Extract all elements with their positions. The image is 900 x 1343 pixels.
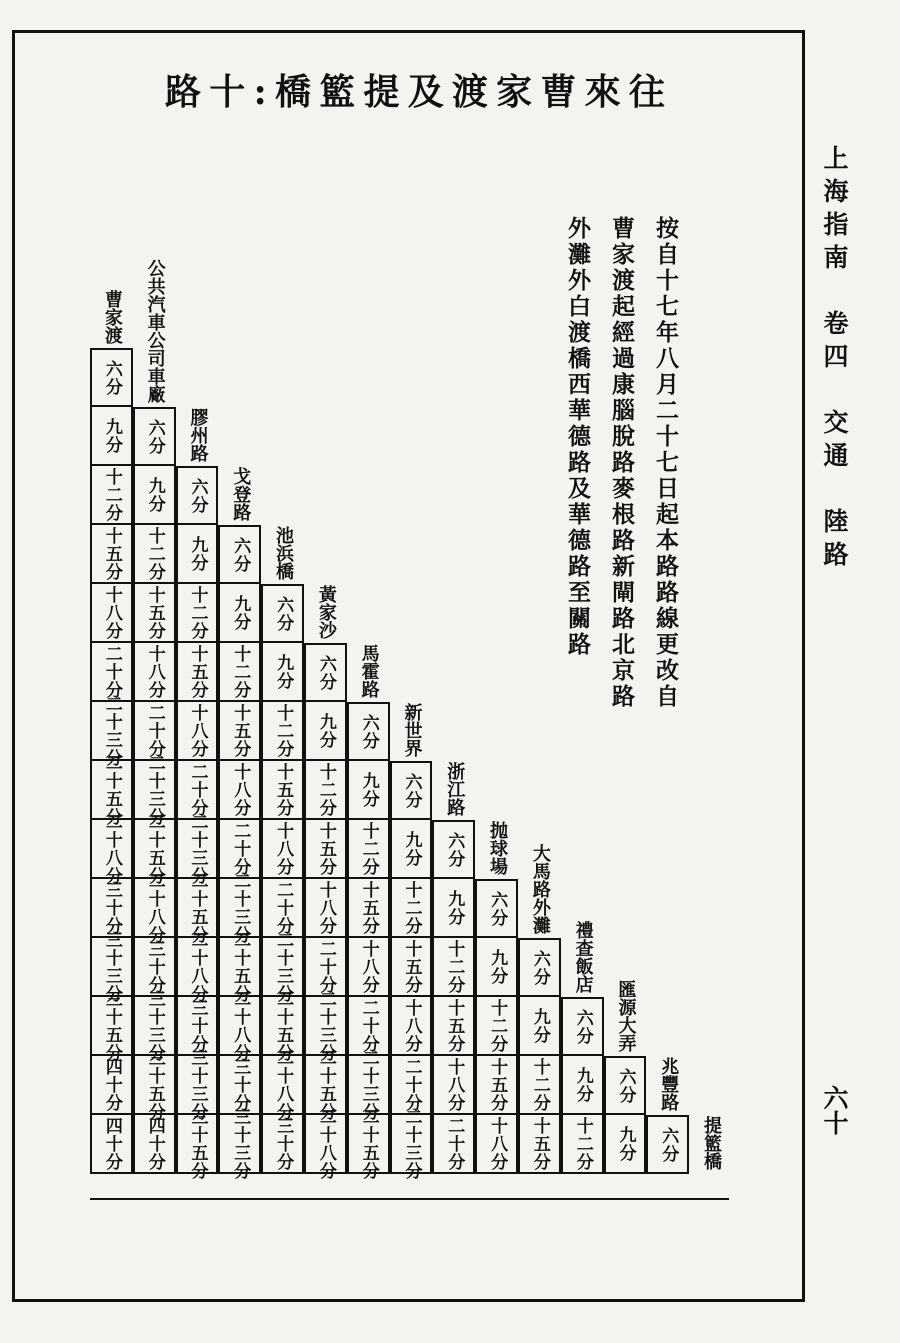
fare-value: 三十分 bbox=[230, 1057, 251, 1112]
stop-label bbox=[561, 903, 604, 993]
fare-cell bbox=[261, 930, 304, 1003]
title-char: 橋 bbox=[274, 71, 311, 113]
stop-label-text: 公共汽車公司車廠 bbox=[144, 259, 166, 403]
fare-cell bbox=[518, 1056, 561, 1115]
fare-value: 二十分 bbox=[187, 762, 208, 817]
fare-value: 二十八分 bbox=[101, 812, 122, 885]
fare-cell bbox=[176, 584, 219, 643]
fare-value: 二十五分 bbox=[273, 989, 294, 1062]
fare-value: 十八分 bbox=[273, 821, 294, 876]
fare-cell bbox=[390, 997, 433, 1056]
title-char: 及 bbox=[407, 71, 444, 113]
fare-value: 二十分 bbox=[315, 939, 336, 994]
stop-label bbox=[261, 490, 304, 580]
title-char: 來 bbox=[584, 71, 621, 113]
fare-cell bbox=[475, 1056, 518, 1115]
fare-value: 十二分 bbox=[444, 939, 465, 994]
fare-cell bbox=[90, 1115, 133, 1174]
fare-value: 三十五分 bbox=[187, 1107, 208, 1180]
title-char: 路 bbox=[165, 71, 202, 113]
fare-cell bbox=[133, 812, 176, 885]
fare-cell bbox=[561, 1056, 604, 1115]
fare-cell bbox=[90, 812, 133, 885]
fare-cell bbox=[304, 1107, 347, 1180]
fare-cell bbox=[90, 879, 133, 938]
fare-value: 三十分 bbox=[187, 998, 208, 1053]
note-line-3: 外灘外白渡橋西華德路及華德路至關路 bbox=[564, 216, 591, 658]
fare-cell bbox=[218, 702, 261, 761]
stop-label bbox=[646, 1021, 689, 1111]
stop-label-text: 池浜橋 bbox=[273, 526, 295, 580]
fare-cell bbox=[90, 525, 133, 584]
fare-value: 六分 bbox=[101, 359, 122, 396]
fare-cell bbox=[218, 761, 261, 820]
fare-value: 四十分 bbox=[101, 1116, 122, 1171]
fare-value: 三十三分 bbox=[187, 1048, 208, 1121]
fare-value: 二十分 bbox=[444, 1116, 465, 1171]
fare-value: 二十三分 bbox=[358, 1048, 379, 1121]
running-head: 上海指南 卷四 交通 陸路 bbox=[820, 145, 849, 574]
stop-label-text: 曹家渡 bbox=[101, 290, 123, 344]
fare-value: 九分 bbox=[358, 771, 379, 808]
fare-cell bbox=[176, 812, 219, 885]
fare-value: 四十分 bbox=[101, 1057, 122, 1112]
fare-cell bbox=[432, 1056, 475, 1115]
fare-value: 二十五分 bbox=[358, 1107, 379, 1180]
fare-value: 二十三分 bbox=[230, 871, 251, 944]
fare-cell bbox=[347, 820, 390, 879]
fare-value: 十八分 bbox=[101, 585, 122, 640]
fare-value: 三十五分 bbox=[144, 1048, 165, 1121]
fare-value: 九分 bbox=[273, 653, 294, 690]
fare-cell bbox=[218, 525, 261, 584]
stop-label-text: 大馬路外灘 bbox=[529, 844, 551, 934]
fare-value: 六分 bbox=[358, 713, 379, 750]
fare-cell bbox=[176, 525, 219, 584]
fare-cell bbox=[304, 643, 347, 702]
stop-label bbox=[90, 254, 133, 344]
fare-value: 二十分 bbox=[101, 644, 122, 699]
fare-value: 二十三分 bbox=[315, 989, 336, 1062]
fare-value: 十八分 bbox=[401, 998, 422, 1053]
fare-value: 三十五分 bbox=[101, 989, 122, 1062]
fare-value: 十五分 bbox=[358, 880, 379, 935]
fare-cell bbox=[218, 1056, 261, 1115]
stop-label-text: 匯源大弄 bbox=[615, 980, 637, 1052]
fare-cell bbox=[176, 871, 219, 944]
fare-value: 二十五分 bbox=[315, 1048, 336, 1121]
fare-value: 十五分 bbox=[144, 585, 165, 640]
fare-cell bbox=[390, 938, 433, 997]
fare-value: 十二分 bbox=[529, 1057, 550, 1112]
fare-value: 二十三分 bbox=[101, 694, 122, 767]
fare-value: 十五分 bbox=[487, 1057, 508, 1112]
fare-cell bbox=[133, 989, 176, 1062]
fare-cell bbox=[604, 1056, 647, 1115]
title-char: 籃 bbox=[319, 71, 356, 113]
fare-value: 二十三分 bbox=[401, 1107, 422, 1180]
fare-cell bbox=[261, 584, 304, 643]
fare-value: 二十五分 bbox=[101, 753, 122, 826]
fare-cell bbox=[90, 643, 133, 702]
fare-value: 二十三分 bbox=[144, 753, 165, 826]
title-char: 往 bbox=[628, 71, 665, 113]
fare-cell bbox=[133, 466, 176, 525]
fare-cell bbox=[133, 584, 176, 643]
fare-value: 十五分 bbox=[101, 526, 122, 581]
fare-value: 九分 bbox=[315, 712, 336, 749]
fare-value: 六分 bbox=[529, 949, 550, 986]
fare-cell bbox=[347, 879, 390, 938]
fare-value: 九分 bbox=[187, 535, 208, 572]
fare-cell bbox=[304, 702, 347, 761]
fare-value: 十八分 bbox=[487, 1116, 508, 1171]
fare-value: 十五分 bbox=[230, 703, 251, 758]
fare-cell bbox=[176, 930, 219, 1003]
fare-cell bbox=[261, 820, 304, 879]
fare-cell bbox=[518, 997, 561, 1056]
title-char: : bbox=[253, 71, 267, 113]
fare-cell bbox=[218, 930, 261, 1003]
fare-value: 六分 bbox=[273, 595, 294, 632]
fare-value: 十二分 bbox=[101, 467, 122, 522]
fare-cell bbox=[347, 1048, 390, 1121]
fare-cell bbox=[347, 1107, 390, 1180]
fare-value: 九分 bbox=[230, 594, 251, 631]
fare-value: 十二分 bbox=[401, 880, 422, 935]
fare-value: 十二分 bbox=[144, 526, 165, 581]
fare-cell bbox=[390, 820, 433, 879]
fare-cell bbox=[347, 938, 390, 997]
fare-value: 六分 bbox=[615, 1067, 636, 1104]
fare-value: 二十分 bbox=[401, 1057, 422, 1112]
stop-label bbox=[689, 1080, 732, 1170]
fare-value: 十八分 bbox=[358, 939, 379, 994]
stop-label-text: 黃家沙 bbox=[315, 585, 337, 639]
stop-label-text: 膠州路 bbox=[187, 408, 209, 462]
stop-label bbox=[218, 431, 261, 521]
stop-label bbox=[475, 785, 518, 875]
fare-cell bbox=[347, 702, 390, 761]
fare-cell bbox=[218, 584, 261, 643]
fare-cell bbox=[176, 1048, 219, 1121]
fare-value: 二十三分 bbox=[187, 812, 208, 885]
fare-cell bbox=[390, 879, 433, 938]
fare-cell bbox=[218, 643, 261, 702]
title-char: 家 bbox=[496, 71, 533, 113]
fare-value: 二十三分 bbox=[273, 930, 294, 1003]
fare-value: 十五分 bbox=[315, 821, 336, 876]
fare-cell bbox=[90, 466, 133, 525]
fare-value: 十二分 bbox=[187, 585, 208, 640]
stop-label bbox=[176, 372, 219, 462]
fare-value: 十八分 bbox=[444, 1057, 465, 1112]
fare-value: 三十三分 bbox=[230, 1107, 251, 1180]
fare-cell bbox=[218, 871, 261, 944]
fare-value: 三十三分 bbox=[144, 989, 165, 1062]
fare-value: 六分 bbox=[401, 772, 422, 809]
stop-label-text: 提籃橋 bbox=[701, 1116, 723, 1170]
fare-cell bbox=[432, 997, 475, 1056]
fare-cell bbox=[176, 466, 219, 525]
note-line-2: 曹家渡起經過康腦脫路麥根路新閘路北京路 bbox=[608, 216, 635, 710]
fare-value: 十五分 bbox=[187, 644, 208, 699]
fare-value: 二十八分 bbox=[315, 1107, 336, 1180]
fare-cell bbox=[518, 1115, 561, 1174]
fare-value: 十二分 bbox=[230, 644, 251, 699]
fare-value: 九分 bbox=[529, 1007, 550, 1044]
stop-label bbox=[518, 816, 561, 934]
page-title bbox=[165, 72, 665, 112]
fare-cell bbox=[133, 525, 176, 584]
fare-cell bbox=[218, 1107, 261, 1180]
fare-value: 二十五分 bbox=[187, 871, 208, 944]
stop-label-text: 抛球場 bbox=[487, 821, 509, 875]
fare-cell bbox=[304, 879, 347, 938]
fare-value: 十五分 bbox=[273, 762, 294, 817]
stop-label bbox=[390, 667, 433, 757]
fare-value: 九分 bbox=[615, 1125, 636, 1162]
stop-label-text: 戈登路 bbox=[230, 467, 252, 521]
fare-value: 二十八分 bbox=[187, 930, 208, 1003]
fare-cell bbox=[90, 1056, 133, 1115]
stop-label-text: 兆豐路 bbox=[658, 1057, 680, 1111]
fare-cell bbox=[133, 1115, 176, 1174]
fare-cell bbox=[90, 989, 133, 1062]
fare-value: 十二分 bbox=[273, 703, 294, 758]
fare-value: 十二分 bbox=[315, 762, 336, 817]
fare-cell bbox=[176, 702, 219, 761]
stop-label bbox=[604, 962, 647, 1052]
fare-value: 三十分 bbox=[144, 939, 165, 994]
fare-value: 九分 bbox=[144, 476, 165, 513]
fare-cell bbox=[561, 997, 604, 1056]
fare-value: 十八分 bbox=[144, 644, 165, 699]
fare-value: 六分 bbox=[187, 477, 208, 514]
fare-value: 六分 bbox=[444, 831, 465, 868]
fare-cell bbox=[304, 989, 347, 1062]
fare-cell bbox=[176, 761, 219, 820]
fare-value: 九分 bbox=[401, 830, 422, 867]
fare-cell bbox=[304, 938, 347, 997]
fare-cell bbox=[133, 643, 176, 702]
fare-value: 九分 bbox=[101, 417, 122, 454]
fare-value: 二十分 bbox=[358, 998, 379, 1053]
stop-label bbox=[133, 233, 176, 403]
fare-value: 二十分 bbox=[273, 880, 294, 935]
fare-value: 二十八分 bbox=[273, 1048, 294, 1121]
fare-cell bbox=[176, 997, 219, 1056]
fare-cell bbox=[475, 938, 518, 997]
title-char: 提 bbox=[363, 71, 400, 113]
fare-value: 六分 bbox=[658, 1126, 679, 1163]
stop-label bbox=[304, 549, 347, 639]
fare-value: 十五分 bbox=[529, 1116, 550, 1171]
fare-cell bbox=[475, 879, 518, 938]
fare-cell bbox=[304, 820, 347, 879]
fare-cell bbox=[261, 702, 304, 761]
fare-cell bbox=[390, 1056, 433, 1115]
fare-cell bbox=[475, 997, 518, 1056]
fare-value: 十二分 bbox=[572, 1116, 593, 1171]
fare-cell bbox=[218, 989, 261, 1062]
fare-cell bbox=[90, 930, 133, 1003]
fare-cell bbox=[261, 643, 304, 702]
fare-value: 六分 bbox=[230, 536, 251, 573]
stop-label bbox=[347, 608, 390, 698]
fare-cell bbox=[561, 1115, 604, 1174]
fare-value: 十八分 bbox=[187, 703, 208, 758]
fare-cell bbox=[133, 702, 176, 761]
fare-value: 三十分 bbox=[273, 1116, 294, 1171]
fare-cell bbox=[304, 1048, 347, 1121]
fare-value: 二十八分 bbox=[144, 871, 165, 944]
fare-cell bbox=[390, 761, 433, 820]
table-base-line bbox=[90, 1198, 729, 1200]
fare-value: 六分 bbox=[572, 1008, 593, 1045]
fare-value: 十五分 bbox=[401, 939, 422, 994]
fare-cell bbox=[432, 938, 475, 997]
fare-value: 九分 bbox=[572, 1066, 593, 1103]
fare-cell bbox=[133, 938, 176, 997]
fare-value: 六分 bbox=[487, 890, 508, 927]
fare-cell bbox=[176, 643, 219, 702]
fare-cell bbox=[432, 1115, 475, 1174]
fare-value: 九分 bbox=[487, 948, 508, 985]
fare-value: 二十五分 bbox=[230, 930, 251, 1003]
fare-cell bbox=[518, 938, 561, 997]
fare-cell bbox=[261, 761, 304, 820]
fare-value: 二十分 bbox=[144, 703, 165, 758]
fare-cell bbox=[176, 1107, 219, 1180]
fare-value: 三十分 bbox=[101, 880, 122, 935]
fare-cell bbox=[218, 820, 261, 879]
fare-value: 十八分 bbox=[230, 762, 251, 817]
stop-label-text: 浙江路 bbox=[444, 762, 466, 816]
fare-cell bbox=[347, 997, 390, 1056]
fare-value: 十五分 bbox=[444, 998, 465, 1053]
fare-value: 二十八分 bbox=[230, 989, 251, 1062]
fare-cell bbox=[261, 879, 304, 938]
stop-label-text: 馬霍路 bbox=[358, 644, 380, 698]
fare-cell bbox=[347, 761, 390, 820]
fare-value: 十二分 bbox=[358, 821, 379, 876]
title-char: 渡 bbox=[451, 71, 488, 113]
fare-cell bbox=[90, 584, 133, 643]
fare-value: 二十五分 bbox=[144, 812, 165, 885]
fare-value: 十二分 bbox=[487, 998, 508, 1053]
fare-cell bbox=[90, 407, 133, 466]
fare-value: 十八分 bbox=[315, 880, 336, 935]
fare-value: 六分 bbox=[315, 654, 336, 691]
fare-cell bbox=[90, 753, 133, 826]
fare-cell bbox=[261, 1048, 304, 1121]
fare-cell bbox=[475, 1115, 518, 1174]
fare-cell bbox=[432, 879, 475, 938]
fare-value: 二十分 bbox=[230, 821, 251, 876]
fare-cell bbox=[133, 407, 176, 466]
fare-value: 三十三分 bbox=[101, 930, 122, 1003]
fare-cell bbox=[133, 871, 176, 944]
fare-value: 四十分 bbox=[144, 1116, 165, 1171]
fare-cell bbox=[646, 1115, 689, 1174]
stop-label bbox=[432, 726, 475, 816]
fare-value: 九分 bbox=[444, 889, 465, 926]
fare-cell bbox=[261, 1115, 304, 1174]
fare-cell bbox=[390, 1107, 433, 1180]
note-line-1: 按自十七年八月二十七日起本路路線更改自 bbox=[652, 216, 679, 710]
fare-cell bbox=[432, 820, 475, 879]
page-number: 六十 bbox=[820, 1085, 849, 1135]
fare-cell bbox=[133, 753, 176, 826]
fare-cell bbox=[90, 694, 133, 767]
fare-cell bbox=[261, 989, 304, 1062]
stop-label-text: 新世界 bbox=[401, 703, 423, 757]
title-char: 十 bbox=[209, 71, 246, 113]
fare-value: 六分 bbox=[144, 418, 165, 455]
fare-cell bbox=[304, 761, 347, 820]
fare-cell bbox=[604, 1115, 647, 1174]
fare-cell bbox=[133, 1048, 176, 1121]
title-char: 曹 bbox=[540, 71, 577, 113]
stop-label-text: 禮查飯店 bbox=[572, 921, 594, 993]
fare-cell bbox=[90, 348, 133, 407]
